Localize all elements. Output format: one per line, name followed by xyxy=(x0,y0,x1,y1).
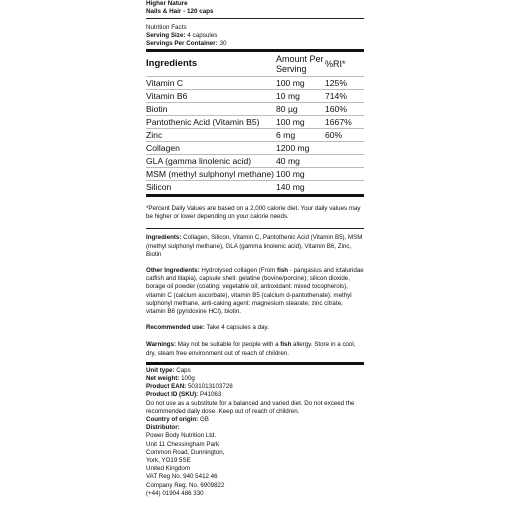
nutrient-amount: 1200 mg xyxy=(276,142,325,155)
product-info xyxy=(146,365,364,498)
amount-header: Amount Per Serving xyxy=(276,54,324,74)
net-weight-value: 100g xyxy=(181,375,195,383)
nutrient-ri xyxy=(325,142,364,155)
nutrient-row xyxy=(146,116,364,129)
origin-label: Country of origin: xyxy=(146,416,199,424)
nutrient-ri: 125% xyxy=(325,77,364,90)
nutrient-row xyxy=(146,90,364,103)
nutrient-amount: 100 mg xyxy=(276,116,325,129)
nutrient-row xyxy=(146,77,364,90)
nutrient-name: Collagen xyxy=(146,142,276,155)
net-weight xyxy=(146,375,364,383)
servings-per-container xyxy=(146,40,364,48)
nutrient-name: MSM (methyl sulphonyl methane) xyxy=(146,169,274,179)
daily-value-footnote: *Percent Daily Values are based on a 2,000 calorie diet. Your daily values may be higher or lower depending on your calorie needs. xyxy=(146,205,361,221)
nutrient-amount: 6 mg xyxy=(276,129,325,142)
product-name: Nails & Hair - 120 caps xyxy=(146,8,214,15)
serving-size-label: Serving Size: xyxy=(146,32,186,39)
other-ingredients-label: Other Ingredients: xyxy=(146,267,200,275)
distributor-line: Common Road, Dunnington, xyxy=(146,448,225,456)
warnings-text-1: May not be suitable for people with a xyxy=(177,341,279,349)
nutrient-ri: 714% xyxy=(325,90,364,103)
ingredients-section xyxy=(146,234,364,259)
distributor-label: Distributor: xyxy=(146,424,180,432)
advice-text: Do not use as a substitute for a balanced and varied diet. Do not exceed the recommended daily dose. Keep out of reach of children. xyxy=(146,399,355,415)
nutrient-amount: 80 µg xyxy=(276,103,325,116)
product-sku-label: Product ID (SKU): xyxy=(146,391,199,399)
nutrient-ri: 160% xyxy=(325,103,364,116)
nutrient-amount: 10 mg xyxy=(276,90,325,103)
distributor-line: United Kingdom xyxy=(146,465,191,473)
nutrient-row xyxy=(146,142,364,155)
servings-per-container-label: Servings Per Container: xyxy=(146,40,218,47)
distributor-line: VAT Reg No. 940 5412 46 xyxy=(146,473,218,481)
distributor-address xyxy=(146,432,364,498)
distributor-line: (+44) 01904 486 330 xyxy=(146,489,204,497)
country-of-origin xyxy=(146,416,364,424)
warnings-allergen-fish: fish xyxy=(280,341,292,349)
product-ean-label: Product EAN: xyxy=(146,383,187,391)
origin-value: GB xyxy=(199,416,209,424)
ri-header: %RI* xyxy=(325,59,346,69)
nutrient-row xyxy=(146,129,364,142)
nutrient-ri xyxy=(325,181,364,194)
nutrient-amount: 40 mg xyxy=(276,155,325,168)
recommended-use-section xyxy=(146,324,364,332)
unit-type-label: Unit type: xyxy=(146,366,175,374)
serving-size-value: 4 capsules xyxy=(187,32,218,39)
ingredients-text: Collagen, Silicon, Vitamin C, Pantothenic Acid (Vitamin B5), MSM (methyl sulphonyl methane), GLA (gamma linolenic acid), Vitamin B6, Zinc, Biotin xyxy=(146,234,363,258)
nutrient-name: Biotin xyxy=(146,103,276,116)
product-sku xyxy=(146,391,364,399)
net-weight-label: Net weight: xyxy=(146,375,180,383)
nutrient-ri: 60% xyxy=(325,129,364,142)
nutrient-name: Silicon xyxy=(146,181,276,194)
nutrient-row xyxy=(146,181,364,194)
nutrient-row xyxy=(146,168,364,181)
nutrient-name: GLA (gamma linolenic acid) xyxy=(146,155,276,168)
allergen-fish: fish xyxy=(277,267,289,275)
nutrition-table xyxy=(146,52,364,193)
nutrient-name: Pantothenic Acid (Vitamin B5) xyxy=(146,116,276,129)
nutrient-name: Vitamin B6 xyxy=(146,90,276,103)
distributor-line: York, YO19 5SE xyxy=(146,457,191,465)
nutrient-ri xyxy=(325,155,364,168)
ingredients-label: Ingredients: xyxy=(146,234,182,242)
nutrient-row xyxy=(146,103,364,116)
product-ean xyxy=(146,383,364,391)
nutrient-amount: 100 mg xyxy=(276,77,325,90)
serving-size xyxy=(146,32,364,40)
nutrient-ri: 1667% xyxy=(325,116,364,129)
other-ingredients-text-1: Hydrolysed collagen (From xyxy=(201,267,276,275)
unit-type xyxy=(146,367,364,375)
nutrient-amount: 140 mg xyxy=(276,181,325,194)
other-ingredients-section xyxy=(146,267,364,316)
distributor-line: Power Body Nutrition Ltd. xyxy=(146,432,217,440)
distributor-line: Unit 11 Chessingham Park xyxy=(146,440,220,448)
facts-title: Nutrition Facts xyxy=(146,24,187,31)
brand-name: Higher Nature xyxy=(146,0,188,7)
product-ean-value: 5031013103728 xyxy=(187,383,233,391)
warnings-section xyxy=(146,341,364,357)
nutrient-name: Vitamin C xyxy=(146,77,276,90)
nutrient-name: Zinc xyxy=(146,129,276,142)
nutrient-row xyxy=(146,155,364,168)
nutrient-ri xyxy=(325,168,364,181)
other-ingredients-text-2: - pangasius and ictaluridae catfish and tilapia), capsule shell: gelatine (bovine/porcine); silicon dioxide, borage oil powder (coating: vegetable oil; antioxidant: mixed tocopherols), vitamin C (calcium ascorbate), vitamin B5 (calcium d-pantothenate); methyl sulphonyl methane, anti-caking agent: magnesium stearate; zinc citrate, vitamin B6 (pyridoxine HCl), biotin. xyxy=(146,267,364,316)
nutrition-label xyxy=(146,0,364,498)
unit-type-value: Caps xyxy=(176,366,191,374)
nutrient-amount: 100 mg xyxy=(276,168,325,181)
ingredients-header: Ingredients xyxy=(146,58,198,69)
recommended-use-label: Recommended use: xyxy=(146,324,205,332)
servings-per-container-value: 30 xyxy=(219,40,227,47)
recommended-use-text: Take 4 capsules a day. xyxy=(206,324,269,332)
warnings-label: Warnings: xyxy=(146,341,177,349)
product-sku-value: P41063 xyxy=(199,391,222,399)
distributor-line: Company Reg. No. 6909822 xyxy=(146,481,225,489)
warnings-text-2: allergy. Store in a cool, dry, steam free environment out of reach of children. xyxy=(146,341,356,357)
